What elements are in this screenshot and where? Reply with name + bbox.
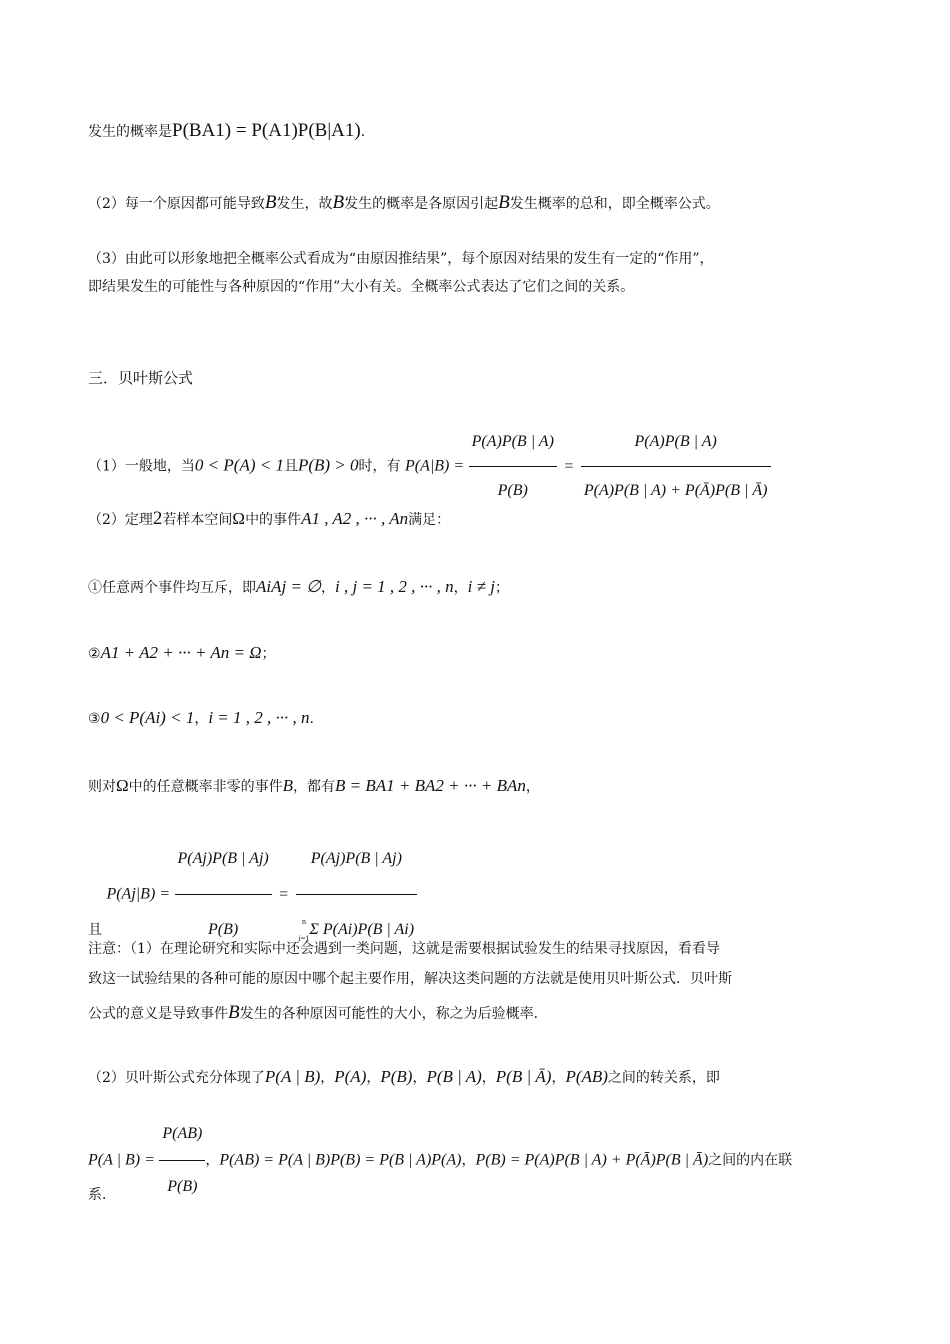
text: 若样本空间	[162, 512, 233, 528]
formula-multiplication: P(AB) = P(A | B)P(B) = P(B | A)P(A)	[219, 1151, 462, 1169]
general-bayes-line	[88, 826, 417, 944]
text: 时，有	[358, 458, 401, 475]
text: （1）一般地，当	[88, 458, 195, 475]
numerator: P(Aj)P(B | Aj)	[296, 826, 417, 895]
formula: B = BA1 + BA2 + ··· + BAn	[335, 776, 526, 795]
equals: =	[564, 457, 574, 475]
period: .	[360, 124, 366, 140]
sep: ；	[261, 646, 276, 662]
text: 发生的概率是	[88, 124, 172, 140]
paragraph-3-line2: 即结果发生的可能性与各种原因的“作用”大小有关。全概率公式表达了它们之间的关系。	[88, 279, 635, 295]
sep: ，	[481, 1070, 496, 1086]
formula: A1 + A2 + ··· + An = Ω	[100, 643, 262, 662]
sep: ，	[412, 1070, 427, 1086]
text: （2）贝叶斯公式充分体现了	[88, 1070, 265, 1086]
formula: P(B | A)	[426, 1067, 482, 1086]
note-line3	[88, 1002, 548, 1025]
sum-expression: Σ P(Ai)P(B | Ai)	[309, 921, 415, 938]
sep: ，	[453, 580, 468, 596]
denominator: P(B)	[167, 1178, 198, 1195]
text: ，都有	[293, 779, 336, 795]
bayes-lhs: P(A|B) =	[404, 457, 465, 475]
text: 之间的内在联	[708, 1152, 793, 1169]
var-b: B	[332, 192, 345, 213]
sep: ；	[494, 580, 509, 596]
sep: ，	[551, 1070, 566, 1086]
denominator: P(B)	[208, 921, 239, 938]
condition-1	[88, 576, 509, 599]
numerator: P(AB)	[159, 1110, 205, 1161]
var-b: B	[228, 1002, 240, 1023]
text: 满足：	[408, 512, 451, 528]
condition-2	[88, 642, 276, 665]
var-b: B	[264, 192, 277, 213]
note-line2: 致这一试验结果的各种可能的原因中哪个起主要作用，解决这类问题的方法就是使用贝叶斯公式．贝叶斯	[88, 971, 732, 987]
sep: ，	[525, 779, 540, 795]
text: 发生的概率是各原因引起	[344, 196, 499, 212]
theorem-line	[88, 508, 450, 531]
formula: P(B | Ā)	[495, 1067, 552, 1086]
paragraph-3-line1: （3）由此可以形象地把全概率公式看成为“由原因推结果”，每个原因对结果的发生有一定的“作用”，	[88, 251, 714, 267]
sep: ，	[320, 1070, 335, 1086]
mark: ②	[88, 646, 101, 662]
text: 任意两个事件均互斥，即	[102, 580, 256, 596]
condition-pb: P(B) > 0	[297, 455, 359, 475]
numerator: P(A)P(B | A)	[469, 420, 557, 467]
text: 中的任意概率非零的事件	[128, 779, 283, 795]
note2-end: 系．	[88, 1187, 116, 1203]
text: 则对	[88, 779, 116, 795]
denominator: P(B)	[497, 482, 528, 499]
sep: ，	[366, 1070, 381, 1086]
text: 发生概率的总和，即全概率公式。	[509, 196, 720, 212]
formula: P(A)	[334, 1067, 367, 1086]
theorem-number: 2	[152, 508, 163, 529]
bayes-formula-line	[88, 420, 771, 499]
mark: ①	[88, 580, 102, 596]
formula: P(AB)	[565, 1067, 608, 1086]
text: 中的事件	[245, 512, 302, 528]
denominator: P(A)P(B | A) + P(Ā)P(B | Ā)	[583, 482, 768, 499]
note2-line	[88, 1066, 720, 1089]
sep: ，	[461, 1152, 476, 1169]
condition-3	[88, 707, 314, 730]
bayes-lhs: P(Aj|B) =	[106, 885, 171, 903]
bayes-lhs: P(A | B) =	[88, 1151, 155, 1169]
simple-fraction	[159, 1110, 205, 1211]
text: 公式的意义是导致事件	[88, 1006, 228, 1022]
formula: AiAj = ∅	[256, 577, 321, 596]
omega: Ω	[116, 776, 129, 795]
formula: i , j = 1 , 2 , ··· , n	[335, 577, 454, 596]
formula-total-probability: P(B) = P(A)P(B | A) + P(Ā)P(B | Ā)	[475, 1151, 709, 1169]
formula: i ≠ j	[467, 577, 495, 596]
condition-pa: 0 < P(A) < 1	[194, 455, 284, 475]
sep: ，	[321, 580, 335, 596]
note2-formulas	[88, 1110, 793, 1195]
note-line1: 注意：（1）在理论研究和实际中还会遇到一类问题，这就是需要根据试验发生的结果寻找原因，看看导	[88, 941, 720, 957]
var-b: B	[498, 192, 510, 213]
mark: ③	[88, 711, 101, 727]
text: 且	[283, 458, 298, 475]
prob-line	[88, 120, 365, 143]
sep: .	[309, 711, 314, 727]
text: （2）定理	[88, 512, 153, 528]
formula: 0 < P(Ai) < 1	[100, 708, 195, 727]
sep: ，	[194, 711, 209, 727]
omega: Ω	[232, 509, 246, 528]
equals: =	[279, 885, 289, 903]
bayes-fraction-1	[469, 420, 557, 513]
events: A1 , A2 , ··· , An	[301, 509, 409, 528]
decomposition-line	[88, 775, 540, 798]
sum-lower: i=1	[298, 934, 310, 944]
formula: P(B)	[380, 1067, 413, 1086]
text: 发生的各种原因可能性的大小，称之为后验概率．	[239, 1006, 548, 1022]
var-b: B	[282, 776, 294, 795]
numerator: P(Aj)P(B | Aj)	[175, 826, 272, 895]
sep: ，	[205, 1152, 220, 1169]
formula-multiplication: P(BA1) = P(A1)P(B|A1)	[172, 120, 361, 141]
numerator: P(A)P(B | A)	[581, 420, 771, 467]
text: 之间的转关系，即	[607, 1070, 720, 1086]
sum-upper: n	[302, 917, 307, 927]
paragraph-total-probability	[88, 192, 720, 215]
text: 发生，故	[276, 196, 333, 212]
formula: i = 1 , 2 , ··· , n	[208, 708, 310, 727]
text: 且	[88, 922, 102, 938]
section-title: 三．贝叶斯公式	[88, 369, 194, 387]
text: （2）每一个原因都可能导致	[88, 196, 265, 212]
formula: P(A | B)	[264, 1067, 321, 1086]
bayes-fraction-2	[581, 420, 771, 513]
